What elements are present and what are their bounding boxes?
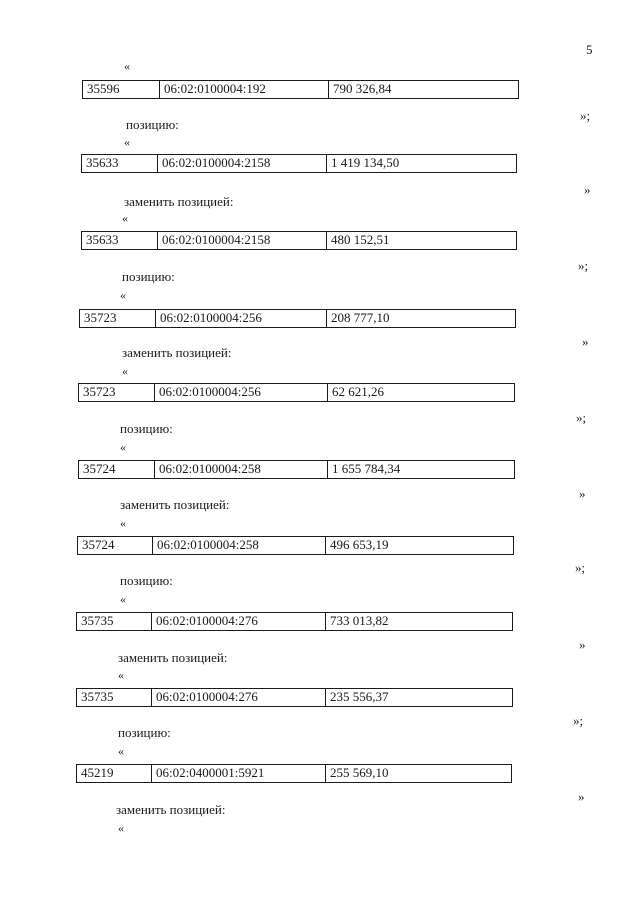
quote-open: « [118, 821, 124, 835]
label-replace: заменить позицией: [118, 650, 228, 665]
cell-value: 235 556,37 [326, 689, 513, 707]
cell-code: 35724 [79, 461, 155, 479]
label-position: позицию: [120, 573, 173, 588]
quote-open: « [120, 516, 126, 530]
label-replace: заменить позицией: [124, 194, 234, 209]
label-position: позицию: [118, 725, 171, 740]
table-row [77, 536, 514, 555]
cell-code: 35723 [80, 310, 156, 328]
cell-value: 1 419 134,50 [327, 155, 517, 173]
cell-value: 208 777,10 [327, 310, 516, 328]
cell-value: 255 569,10 [326, 765, 512, 783]
cell-code: 35596 [83, 81, 160, 99]
quote-open: « [122, 364, 128, 378]
label-replace: заменить позицией: [116, 802, 226, 817]
quote-close: »; [580, 108, 591, 123]
page-number: 5 [586, 42, 593, 57]
table-row [81, 231, 517, 250]
cell-cadastral: 06:02:0100004:256 [156, 310, 327, 328]
quote-open: « [118, 668, 124, 682]
quote-close: »; [575, 560, 586, 575]
label-position: позицию: [126, 117, 179, 132]
quote-close: »; [578, 258, 589, 273]
quote-open: « [122, 211, 128, 225]
cell-code: 45219 [77, 765, 152, 783]
quote-close: » [579, 486, 586, 501]
cell-value: 480 152,51 [327, 232, 517, 250]
quote-close: » [579, 637, 586, 652]
table-row [81, 154, 517, 173]
quote-open: « [120, 288, 126, 302]
cell-value: 1 655 784,34 [328, 461, 515, 479]
cell-code: 35735 [77, 613, 152, 631]
cell-cadastral: 06:02:0100004:276 [152, 613, 326, 631]
table-row [76, 688, 513, 707]
label-replace: заменить позицией: [122, 345, 232, 360]
quote-open: « [124, 135, 130, 149]
quote-open: « [120, 440, 126, 454]
cell-value: 790 326,84 [329, 81, 519, 99]
cell-cadastral: 06:02:0100004:276 [152, 689, 326, 707]
cell-code: 35633 [82, 232, 158, 250]
cell-value: 496 653,19 [326, 537, 514, 555]
cell-cadastral: 06:02:0100004:2158 [158, 232, 327, 250]
label-position: позицию: [122, 269, 175, 284]
label-replace: заменить позицией: [120, 497, 230, 512]
cell-cadastral: 06:02:0400001:5921 [152, 765, 326, 783]
cell-cadastral: 06:02:0100004:192 [160, 81, 329, 99]
table-row [76, 612, 513, 631]
cell-cadastral: 06:02:0100004:2158 [158, 155, 327, 173]
cell-code: 35633 [82, 155, 158, 173]
quote-open: « [124, 59, 130, 73]
table-row [82, 80, 519, 99]
cell-code: 35723 [79, 384, 155, 402]
cell-cadastral: 06:02:0100004:258 [155, 461, 328, 479]
quote-close: »; [576, 410, 587, 425]
quote-close: » [578, 789, 585, 804]
cell-cadastral: 06:02:0100004:258 [153, 537, 326, 555]
quote-open: « [118, 744, 124, 758]
table-row [76, 764, 512, 783]
table-row [79, 309, 516, 328]
cell-cadastral: 06:02:0100004:256 [155, 384, 328, 402]
cell-value: 62 621,26 [328, 384, 515, 402]
table-row [78, 383, 515, 402]
cell-code: 35724 [78, 537, 153, 555]
quote-open: « [120, 592, 126, 606]
cell-code: 35735 [77, 689, 152, 707]
table-row [78, 460, 515, 479]
quote-close: » [584, 182, 591, 197]
quote-close: »; [573, 713, 584, 728]
quote-close: » [582, 334, 589, 349]
cell-value: 733 013,82 [326, 613, 513, 631]
label-position: позицию: [120, 421, 173, 436]
